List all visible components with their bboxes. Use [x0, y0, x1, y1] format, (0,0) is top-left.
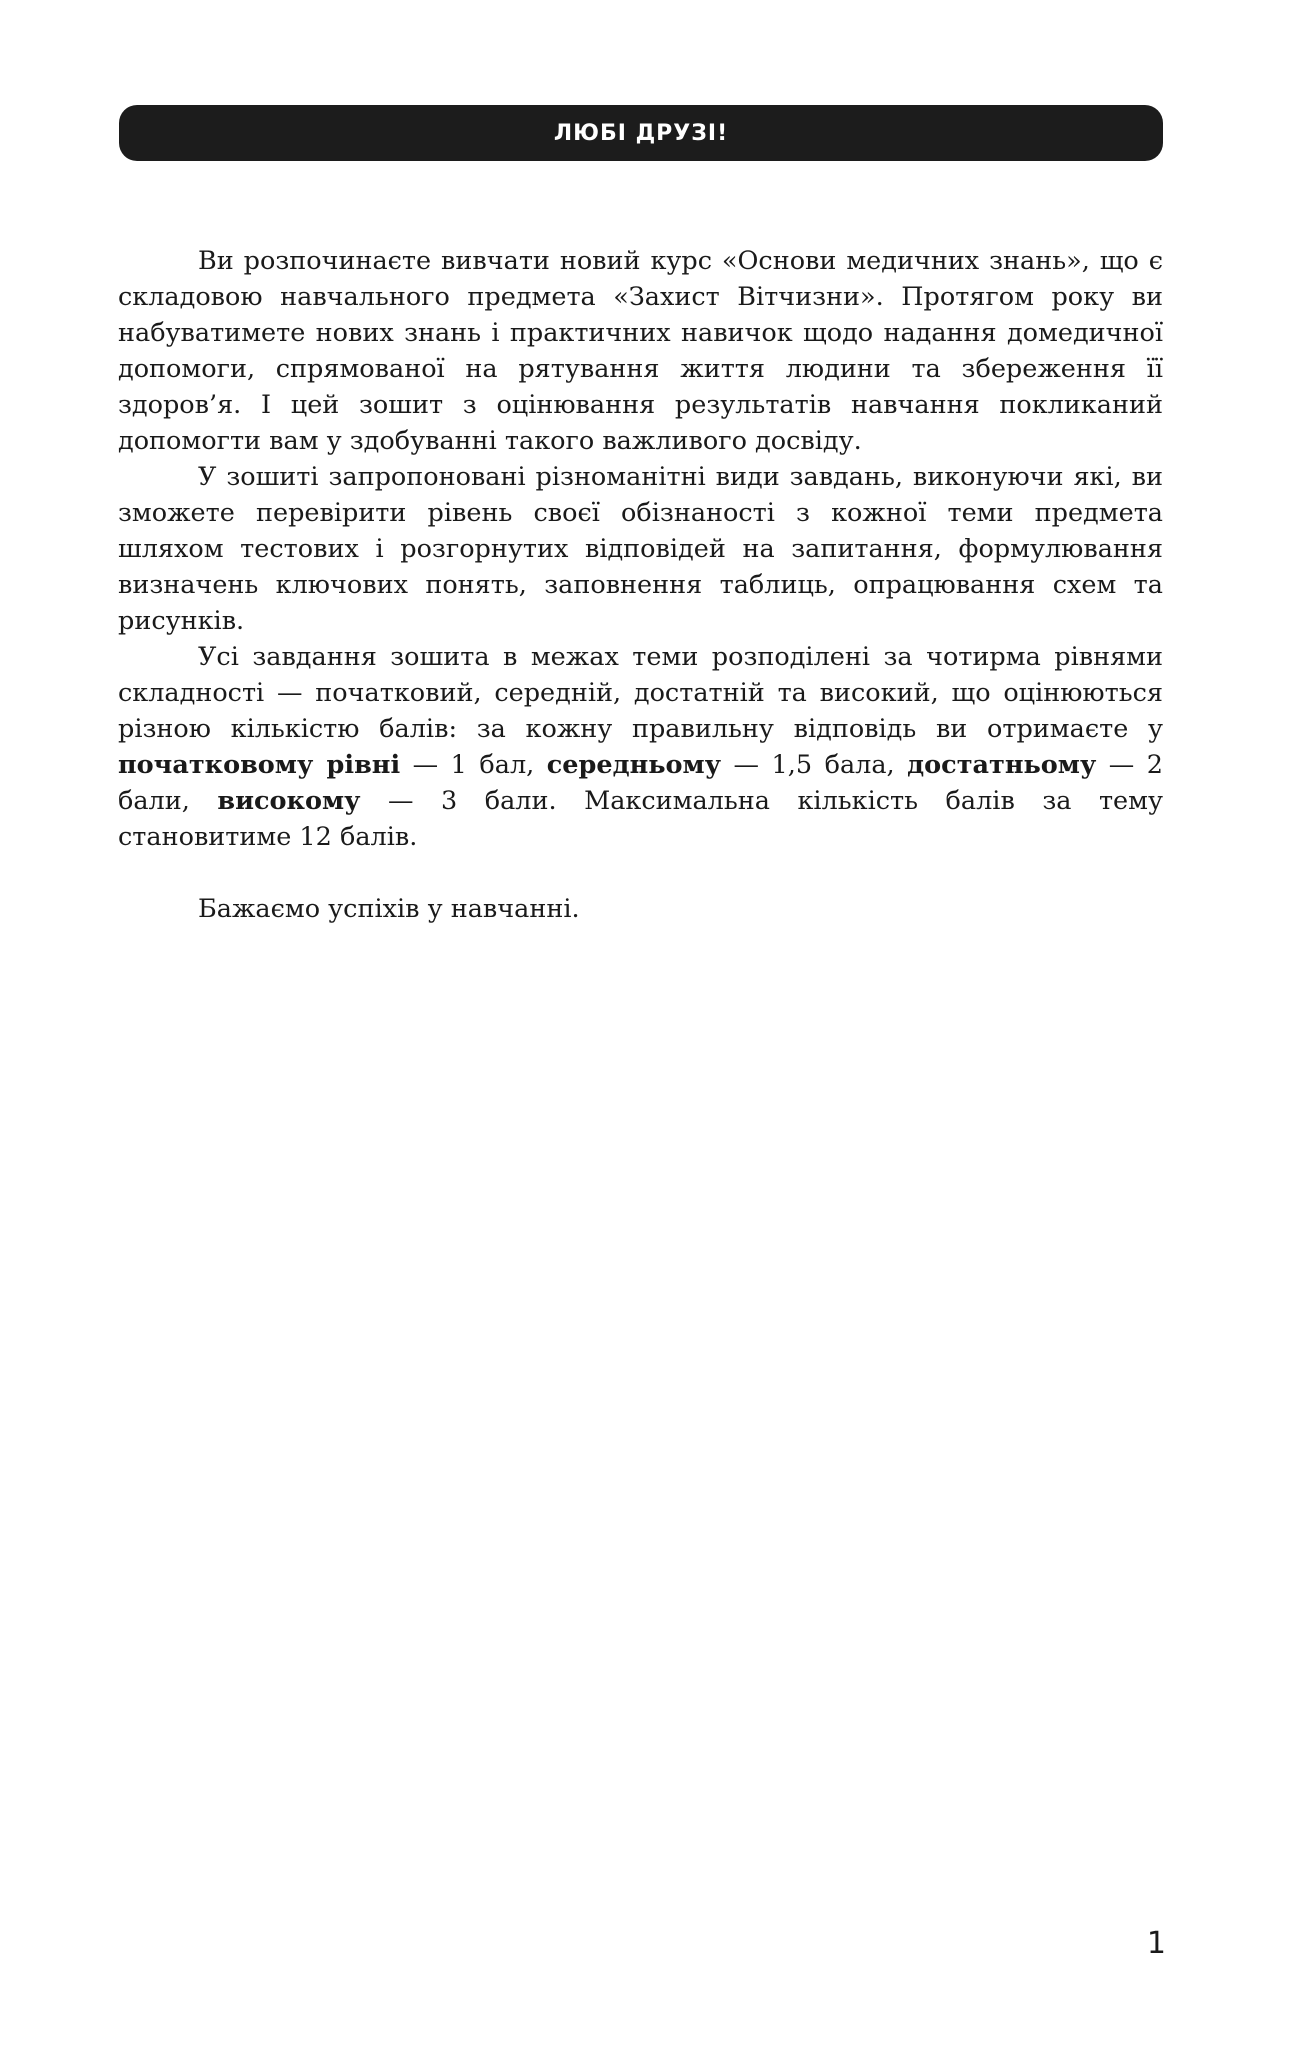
section-title: ЛЮБІ ДРУЗІ! — [553, 120, 729, 146]
intro-paragraph-course: Ви розпочинаєте вивчати новий курс «Основи медичних знань», що є складовою навчального предмета «Захист Вітчизни». Протягом року ви набуватимете нових знань і практичних навичок щодо надання домедичної допомоги, спрямованої на рятування життя людини та збереження її здоров’я. І цей зошит з оцінювання результатів навчання покликаний допомогти вам у здобуванні такого важливого досвіду. — [118, 246, 1163, 456]
section-header-bar — [119, 105, 1163, 161]
levels-text-part: — 1 бал, — [400, 750, 547, 780]
closing-wish: Бажаємо успіхів у навчанні. — [198, 894, 580, 924]
intro-text — [118, 243, 1163, 927]
level-high: високому — [217, 786, 361, 816]
level-sufficient: достатньому — [907, 750, 1097, 780]
intro-paragraph-levels — [118, 639, 1163, 855]
levels-text-part: Усі завдання зошита в межах теми розподілені за чотирма рівнями складності — початковий, середній, достатній та високий, що оцінюються різною кількістю балів: за кожну правильну відповідь ви отримаєте у — [118, 642, 1163, 744]
page-number: 1 — [1146, 1926, 1166, 1961]
level-initial: початковому рівні — [118, 750, 401, 780]
levels-text-part: — 2 бали, — [118, 750, 1164, 816]
level-medium: середньому — [546, 750, 722, 780]
levels-text-part: — 3 бали. Максимальна кількість балів за тему становитиме 12 балів. — [118, 786, 1163, 852]
levels-text-part: — 1,5 бала, — [721, 750, 908, 780]
intro-paragraph-tasks: У зошиті запропоновані різноманітні види завдань, виконуючи які, ви зможете перевірити рівень своєї обізнаності з кожної теми предмета шляхом тестових і розгорнутих відповідей на запитання, формулювання визначень ключових понять, заповнення таблиць, опрацювання схем та рисунків. — [118, 462, 1163, 636]
